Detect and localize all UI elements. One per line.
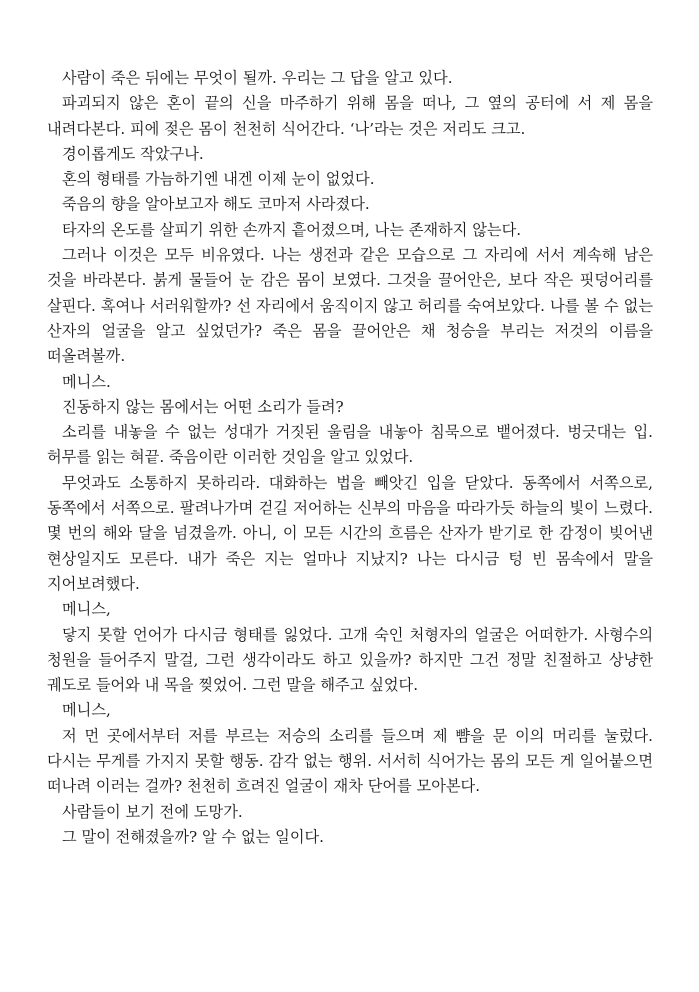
- paragraph: 혼의 형태를 가늠하기엔 내겐 이제 눈이 없었다.: [62, 170, 375, 189]
- paragraph: 닿지 못할 언어가 다시금 형태를 잃었다. 고개 숙인 처형자의 얼굴은 어떠한가. 사형수의 청원을 들어주지 말걸, 그런 생각이라도 하고 있을까? 하지만 그건 정말 친절하고 상냥한 궤도로 들어와 내 목을 찢었어. 그런 말을 해주고 싶었다.: [47, 625, 653, 695]
- paragraph: 소리를 내놓을 수 없는 성대가 거짓된 울림을 내놓아 침묵으로 뱉어졌다. 벙긋대는 입. 허무를 읽는 혀끝. 죽음이란 이러한 것임을 알고 있었다.: [47, 423, 653, 467]
- paragraph: 메니스,: [62, 701, 111, 720]
- paragraph: 메니스.: [62, 372, 111, 391]
- paragraph: 죽음의 향을 알아보고자 해도 코마저 사라졌다.: [62, 195, 370, 214]
- paragraph: 메니스,: [62, 600, 111, 619]
- paragraph: 사람들이 보기 전에 도망가.: [62, 802, 243, 821]
- paragraph: 저 먼 곳에서부터 저를 부르는 저승의 소리를 들으며 제 뺨을 문 이의 머리를 눌렀다. 다시는 무게를 가지지 못할 행동. 감각 없는 행위. 서서히 식어가는 몸의 모든 게 일어붙으면 떠나려 이러는 걸까? 천천히 흐려진 얼굴이 재차 단어를 모아본다.: [47, 726, 653, 796]
- paragraph: 그 말이 전해졌을까? 알 수 없는 일이다.: [62, 827, 325, 846]
- paragraph: 진동하지 않는 몸에서는 어떤 소리가 들려?: [62, 397, 344, 416]
- paragraph: 파괴되지 않은 혼이 끝의 신을 마주하기 위해 몸을 떠나, 그 옆의 공터에 서 제 몸을 내려다본다. 피에 젖은 몸이 천천히 식어간다. ‘나’라는 것은 저리도 크고.: [47, 94, 653, 138]
- paragraph: 무엇과도 소통하지 못하리라. 대화하는 법을 빼앗긴 입을 닫았다. 동쪽에서 서쪽으로, 동쪽에서 서쪽으로. 팔려나가며 걷길 저어하는 신부의 마음을 따라가듯 하늘의 빛이 느렸다. 몇 번의 해와 달을 넘겼을까. 아니, 이 모든 시간의 흐름은 산자가 받기로 한 감정이 빚어낸 현상일지도 모른다. 내가 죽은 지는 얼마나 지났지? 나는 다시금 텅 빈 몸속에서 말을 지어보려했다.: [47, 473, 653, 593]
- paragraph: 경이롭게도 작았구나.: [62, 144, 204, 163]
- document-body: [47, 66, 653, 850]
- paragraph: 타자의 온도를 살피기 위한 손까지 흩어졌으며, 나는 존재하지 않는다.: [62, 220, 522, 239]
- paragraph: 사람이 죽은 뒤에는 무엇이 될까. 우리는 그 답을 알고 있다.: [62, 69, 453, 87]
- paragraph: 그러나 이것은 모두 비유였다. 나는 생전과 같은 모습으로 그 자리에 서서 계속해 남은 것을 바라본다. 붉게 물들어 눈 감은 몸이 보였다. 그것을 끌어안은, 보다 작은 핏덩어리를 살핀다. 혹여나 서러워할까? 선 자리에서 움직이지 않고 허리를 숙여보았다. 나를 볼 수 없는 산자의 얼굴을 알고 싶었던가? 죽은 몸을 끌어안은 채 청승을 부리는 저것의 이름을 떠올려볼까.: [47, 246, 653, 366]
